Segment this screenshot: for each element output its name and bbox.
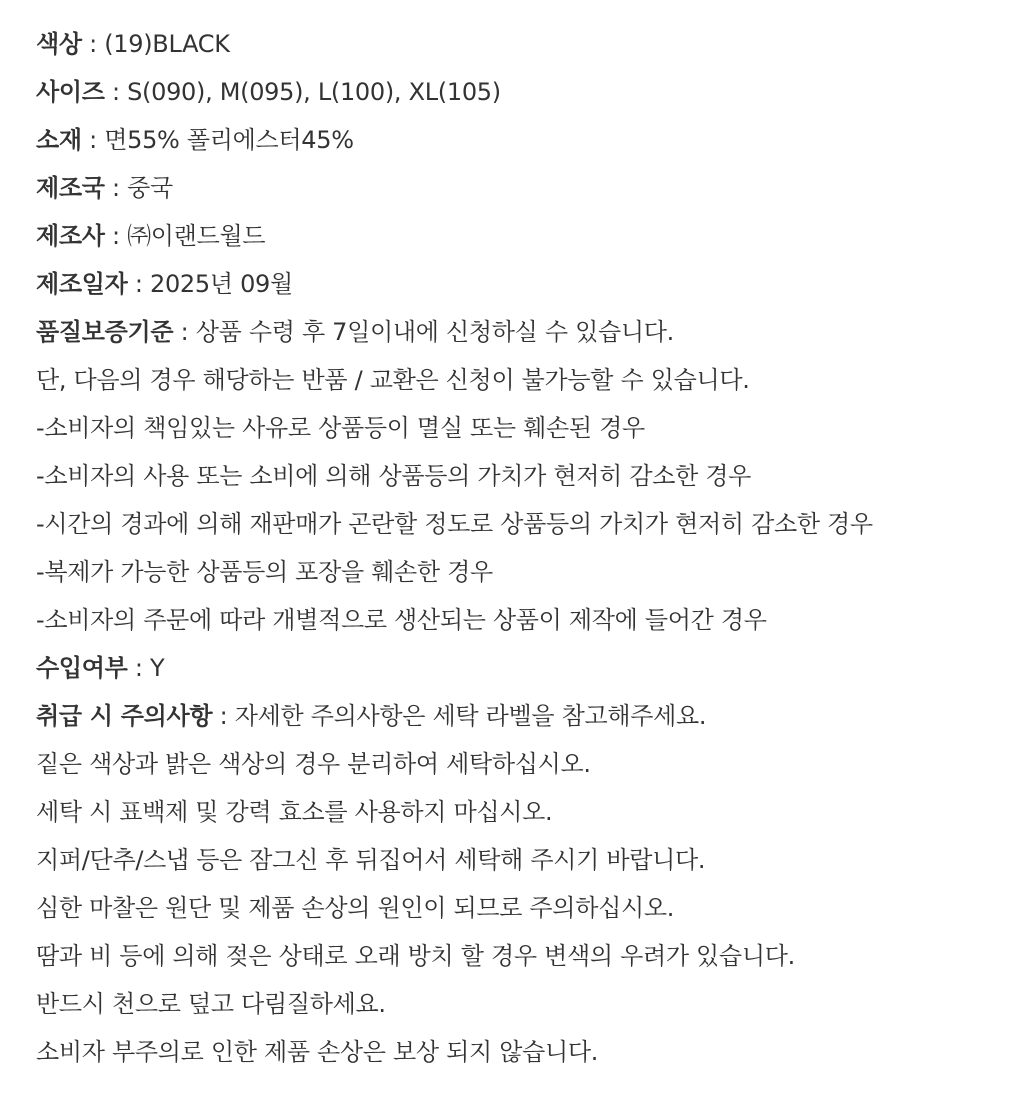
info-value: : S(090), M(095), L(100), XL(105) bbox=[104, 78, 501, 106]
info-line-return-note bbox=[36, 356, 996, 404]
info-value: : ㈜이랜드월드 bbox=[104, 222, 266, 250]
info-label: 제조일자 bbox=[36, 270, 128, 298]
info-line-return-case bbox=[36, 452, 996, 500]
info-value: 땀과 비 등에 의해 젖은 상태로 오래 방치 할 경우 변색의 우려가 있습니다. bbox=[36, 942, 795, 970]
info-line-return-case bbox=[36, 404, 996, 452]
info-value: 짙은 색상과 밝은 색상의 경우 분리하여 세탁하십시오. bbox=[36, 750, 591, 778]
info-value: 반드시 천으로 덮고 다림질하세요. bbox=[36, 990, 386, 1018]
info-line-return-case bbox=[36, 548, 996, 596]
info-label: 소재 bbox=[36, 126, 82, 154]
info-value: -소비자의 주문에 따라 개별적으로 생산되는 상품이 제작에 들어간 경우 bbox=[36, 606, 767, 634]
info-value: -시간의 경과에 의해 재판매가 곤란할 정도로 상품등의 가치가 현저히 감소한 경우 bbox=[36, 510, 873, 538]
info-line-size bbox=[36, 68, 996, 116]
info-value: 심한 마찰은 원단 및 제품 손상의 원인이 되므로 주의하십시오. bbox=[36, 894, 675, 922]
info-value: 지퍼/단추/스냅 등은 잠그신 후 뒤집어서 세탁해 주시기 바랍니다. bbox=[36, 846, 706, 874]
info-label: 제조사 bbox=[36, 222, 105, 250]
info-line-manufacturer bbox=[36, 212, 996, 260]
info-line-return-case bbox=[36, 500, 996, 548]
info-line-import bbox=[36, 644, 996, 692]
info-line-care-note bbox=[36, 884, 996, 932]
info-line-care-instructions bbox=[36, 692, 996, 740]
info-value: : 면55% 폴리에스터45% bbox=[81, 126, 354, 154]
info-line-country bbox=[36, 164, 996, 212]
info-line-color bbox=[36, 20, 996, 68]
info-label: 제조국 bbox=[36, 174, 105, 202]
info-value: 단, 다음의 경우 해당하는 반품 / 교환은 신청이 불가능할 수 있습니다. bbox=[36, 366, 750, 394]
info-line-care-note bbox=[36, 932, 996, 980]
info-label: 수입여부 bbox=[36, 654, 128, 682]
info-line-return-case bbox=[36, 596, 996, 644]
info-line-care-note bbox=[36, 836, 996, 884]
info-value: 소비자 부주의로 인한 제품 손상은 보상 되지 않습니다. bbox=[36, 1038, 599, 1066]
info-line-care-note bbox=[36, 980, 996, 1028]
info-line-manufacture-date bbox=[36, 260, 996, 308]
info-value: : (19)BLACK bbox=[81, 30, 230, 58]
info-line-care-note bbox=[36, 788, 996, 836]
info-line-material bbox=[36, 116, 996, 164]
info-value: 세탁 시 표백제 및 강력 효소를 사용하지 마십시오. bbox=[36, 798, 553, 826]
info-value: : 중국 bbox=[104, 174, 173, 202]
info-label: 품질보증기준 bbox=[36, 318, 174, 346]
info-value: : Y bbox=[127, 654, 165, 682]
info-label: 사이즈 bbox=[36, 78, 105, 106]
product-info-list bbox=[36, 20, 996, 1076]
info-value: -소비자의 책임있는 사유로 상품등이 멸실 또는 훼손된 경우 bbox=[36, 414, 645, 442]
info-line-quality-warranty bbox=[36, 308, 996, 356]
info-value: -복제가 가능한 상품등의 포장을 훼손한 경우 bbox=[36, 558, 493, 586]
info-label: 취급 시 주의사항 bbox=[36, 702, 213, 730]
info-value: -소비자의 사용 또는 소비에 의해 상품등의 가치가 현저히 감소한 경우 bbox=[36, 462, 752, 490]
info-value: : 상품 수령 후 7일이내에 신청하실 수 있습니다. bbox=[173, 318, 674, 346]
info-line-care-note bbox=[36, 740, 996, 788]
info-line-care-note bbox=[36, 1028, 996, 1076]
info-label: 색상 bbox=[36, 30, 82, 58]
info-value: : 자세한 주의사항은 세탁 라벨을 참고해주세요. bbox=[212, 702, 707, 730]
info-value: : 2025년 09월 bbox=[127, 270, 293, 298]
